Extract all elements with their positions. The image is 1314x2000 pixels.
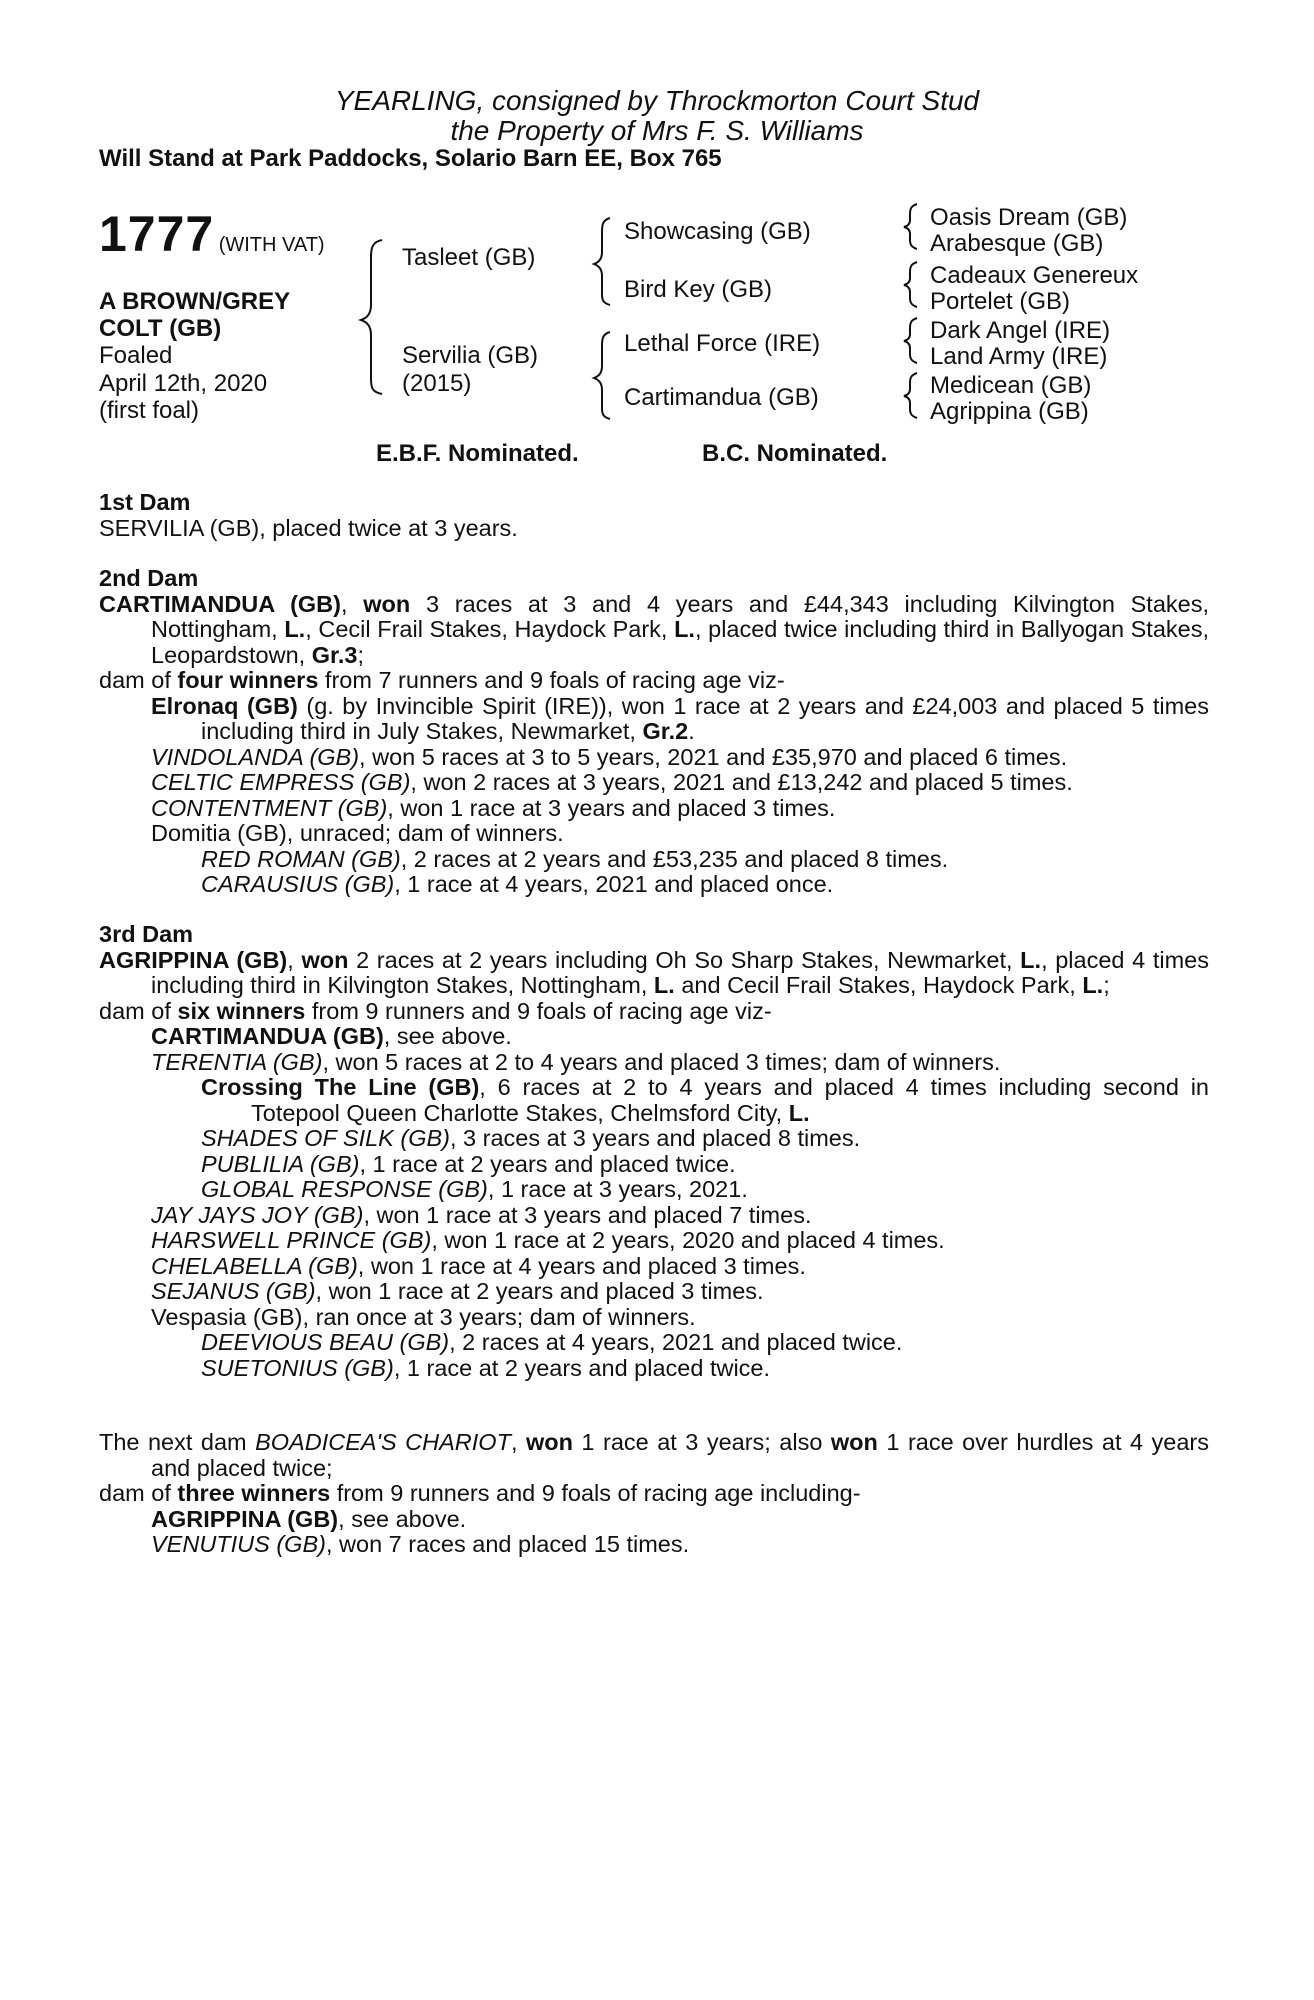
record-text: 1 race over hurdles at 4 years and placed twice; bbox=[151, 1429, 1210, 1481]
pedigree-dam: Servilia (GB) bbox=[402, 342, 539, 369]
won-label: won bbox=[363, 590, 411, 617]
record-text: , placed twice including third in Ballyogan Stakes, Leopardstown, bbox=[151, 616, 1210, 668]
record-text: and Cecil Frail Stakes, Haydock Park, bbox=[674, 972, 1083, 998]
record-text: 1 race at 3 years; also bbox=[572, 1429, 831, 1455]
horse-name: Crossing The Line (GB) bbox=[201, 1074, 480, 1100]
horse-record: , won 1 race at 2 years and placed 3 times. bbox=[315, 1278, 764, 1304]
third-dam-name: AGRIPPINA (GB) bbox=[99, 946, 288, 973]
record-text: ; bbox=[1103, 972, 1110, 998]
group-label: Gr.3 bbox=[311, 641, 358, 668]
second-dam-heading: 2nd Dam bbox=[99, 565, 199, 591]
stand-location: Will Stand at Park Paddocks, Solario Barn EE, Box 765 bbox=[99, 145, 722, 172]
produce-entry bbox=[99, 1024, 1209, 1050]
horse-name: AGRIPPINA (GB) bbox=[151, 1505, 339, 1532]
horse-record: , see above. bbox=[338, 1505, 467, 1532]
horse-name: CHELABELLA (GB) bbox=[151, 1252, 358, 1279]
horse-name: VENUTIUS (GB) bbox=[151, 1531, 326, 1557]
horse-name: SHADES OF SILK (GB) bbox=[201, 1125, 450, 1151]
record-text: , Cecil Frail Stakes, Haydock Park, bbox=[305, 616, 675, 642]
produce-entry bbox=[99, 694, 1209, 745]
pedigree-sdd: Portelet (GB) bbox=[930, 288, 1071, 315]
listed-label: L. bbox=[1020, 946, 1042, 973]
horse-name: CONTENTMENT (GB) bbox=[151, 794, 388, 821]
second-dam-section bbox=[99, 566, 1209, 898]
pedigree-sire: Tasleet (GB) bbox=[402, 244, 536, 271]
produce-entry bbox=[99, 1279, 1209, 1305]
pedigree-sire-sire: Showcasing (GB) bbox=[624, 218, 811, 245]
record-text: The next dam bbox=[99, 1429, 256, 1455]
horse-name: DEEVIOUS BEAU (GB) bbox=[201, 1329, 450, 1355]
pedigree-sds: Cadeaux Genereux bbox=[930, 262, 1139, 289]
vat-note: (WITH VAT) bbox=[218, 234, 325, 256]
horse-name: RED ROMAN (GB) bbox=[201, 845, 401, 872]
next-dam-record bbox=[99, 1430, 1209, 1481]
dam-of-text: from 7 runners and 9 foals of racing age viz- bbox=[318, 667, 785, 693]
horse-record: , won 1 race at 3 years and placed 3 times. bbox=[387, 794, 836, 821]
first-dam-text: SERVILIA (GB), placed twice at 3 years. bbox=[99, 514, 518, 541]
pedigree-dsd: Land Army (IRE) bbox=[930, 343, 1108, 370]
first-dam-section bbox=[99, 490, 1209, 541]
horse-record: , 1 race at 2 years and placed twice. bbox=[393, 1354, 771, 1381]
record-text: ; bbox=[357, 641, 364, 668]
third-dam-produce-summary bbox=[99, 999, 1209, 1025]
produce-entry bbox=[99, 1075, 1209, 1126]
horse-record: , won 1 race at 2 years, 2020 and placed 4 times. bbox=[431, 1227, 945, 1253]
produce-entry bbox=[99, 770, 1209, 796]
third-dam-record: AGRIPPINA (GB), won 2 races at 2 years including Oh So Sharp Stakes, Newmarket, L., placed 4 times including third in Kilvington Stakes, Nottingham, L. and Cecil Frail Stakes, Haydock Park, L.; bbox=[99, 946, 1209, 998]
consignor-line: YEARLING, consigned by Throckmorton Court Stud bbox=[334, 85, 980, 116]
lot-description-2: COLT (GB) bbox=[99, 315, 222, 342]
dam-of-text: dam of bbox=[99, 997, 178, 1024]
pedigree-dds: Medicean (GB) bbox=[930, 372, 1092, 399]
third-dam-section bbox=[99, 922, 1209, 1381]
dam-of-text: from 9 runners and 9 foals of racing age including- bbox=[330, 1480, 861, 1506]
pedigree-dss: Dark Angel (IRE) bbox=[930, 317, 1111, 344]
horse-record: , 3 races at 3 years and placed 8 times. bbox=[450, 1125, 861, 1151]
horse-name: GLOBAL RESPONSE (GB) bbox=[201, 1176, 488, 1202]
listed-label: L. bbox=[1082, 972, 1104, 998]
second-dam-name: CARTIMANDUA (GB) bbox=[99, 590, 341, 617]
produce-entry bbox=[99, 1330, 1209, 1356]
horse-name: JAY JAYS JOY (GB) bbox=[151, 1201, 364, 1228]
horse-name: CARAUSIUS (GB) bbox=[201, 871, 395, 897]
horse-name: HARSWELL PRINCE (GB) bbox=[151, 1227, 432, 1253]
pedigree-sss: Oasis Dream (GB) bbox=[930, 204, 1128, 231]
listed-label: L. bbox=[788, 1099, 810, 1126]
dam-of-text: dam of bbox=[99, 667, 178, 693]
horse-record: (g. by Invincible Spirit (IRE)), won 1 race at 2 years and £24,003 and placed 5 times including third in July Stakes, Newmarket, bbox=[201, 692, 1209, 744]
produce-entry bbox=[99, 1050, 1209, 1076]
won-label: won bbox=[301, 946, 349, 973]
horse-name: TERENTIA (GB) bbox=[151, 1048, 323, 1075]
horse-name: VINDOLANDA (GB) bbox=[151, 743, 360, 770]
dam-of-text: from 9 runners and 9 foals of racing age viz- bbox=[305, 997, 772, 1024]
foal-note: (first foal) bbox=[99, 397, 200, 424]
won-label: won bbox=[830, 1429, 878, 1455]
first-dam-heading: 1st Dam bbox=[99, 489, 191, 515]
record-text: , bbox=[510, 1429, 526, 1455]
next-dam-name: BOADICEA'S CHARIOT bbox=[255, 1429, 511, 1455]
lot-description-1: A BROWN/GREY bbox=[99, 288, 291, 315]
owner-line: the Property of Mrs F. S. Williams bbox=[450, 115, 864, 146]
record-text: 3 races at 3 and 4 years and £44,343 including Kilvington Stakes, Nottingham, bbox=[151, 590, 1209, 642]
horse-name: SUETONIUS (GB) bbox=[201, 1354, 394, 1381]
listed-label: L. bbox=[284, 616, 306, 642]
produce-entry bbox=[99, 872, 1209, 898]
pedigree-sire-dam: Bird Key (GB) bbox=[624, 276, 773, 303]
ebf-nomination: E.B.F. Nominated. bbox=[376, 440, 579, 467]
horse-record: , see above. bbox=[383, 1023, 512, 1049]
horse-record: , 1 race at 3 years, 2021. bbox=[487, 1176, 748, 1202]
pedigree-dam-dam: Cartimandua (GB) bbox=[624, 384, 819, 411]
produce-entry bbox=[99, 745, 1209, 771]
second-dam-produce-summary bbox=[99, 668, 1209, 694]
horse-name: PUBLILIA (GB) bbox=[201, 1150, 360, 1177]
produce-entry: Vespasia (GB), ran once at 3 years; dam of winners. bbox=[151, 1303, 696, 1330]
horse-record: , 2 races at 4 years, 2021 and placed twice. bbox=[449, 1329, 903, 1355]
horse-name: CARTIMANDUA (GB) bbox=[151, 1023, 384, 1049]
produce-entry bbox=[99, 1507, 1209, 1533]
foaling-date: April 12th, 2020 bbox=[99, 370, 268, 397]
record-text: , placed 4 times including third in Kilvington Stakes, Nottingham, bbox=[151, 946, 1209, 998]
horse-record: , 1 race at 2 years and placed twice. bbox=[359, 1150, 736, 1177]
winners-count: six winners bbox=[177, 997, 306, 1024]
horse-name: Elronaq (GB) bbox=[151, 692, 298, 719]
produce-entry bbox=[99, 796, 1209, 822]
won-label: won bbox=[525, 1429, 573, 1455]
produce-entry bbox=[99, 1177, 1209, 1203]
next-dam-section bbox=[99, 1430, 1209, 1558]
second-dam-record: CARTIMANDUA (GB), won 3 races at 3 and 4 years and £44,343 including Kilvington Stakes, Nottingham, L., Cecil Frail Stakes, Haydock Park, L., placed twice including third in Ballyogan Stakes, Leopardstown, Gr.3; bbox=[99, 590, 1210, 668]
horse-record: , won 2 races at 3 years, 2021 and £13,242 and placed 5 times. bbox=[410, 769, 1073, 795]
lot-number: 1777 bbox=[99, 206, 215, 262]
foaled-label: Foaled bbox=[99, 342, 173, 369]
third-dam-heading: 3rd Dam bbox=[99, 921, 194, 947]
record-text: 2 races at 2 years including Oh So Sharp Stakes, Newmarket, bbox=[348, 946, 1021, 973]
produce-entry: Domitia (GB), unraced; dam of winners. bbox=[151, 820, 564, 846]
listed-label: L. bbox=[674, 616, 695, 642]
pedigree-ssd: Arabesque (GB) bbox=[930, 230, 1104, 257]
produce-entry bbox=[99, 1203, 1209, 1229]
horse-name: CELTIC EMPRESS (GB) bbox=[151, 769, 411, 795]
horse-record: , won 5 races at 3 to 5 years, 2021 and £35,970 and placed 6 times. bbox=[359, 743, 1068, 770]
produce-entry bbox=[99, 1126, 1209, 1152]
produce-entry bbox=[99, 847, 1209, 873]
horse-name: SEJANUS (GB) bbox=[151, 1278, 316, 1304]
pedigree-dam-sire: Lethal Force (IRE) bbox=[624, 330, 821, 357]
winners-count: four winners bbox=[177, 667, 319, 693]
horse-record: , won 5 races at 2 to 4 years and placed 3 times; dam of winners. bbox=[322, 1048, 1001, 1075]
horse-record: . bbox=[688, 718, 695, 744]
horse-record: , won 1 race at 3 years and placed 7 times. bbox=[363, 1201, 812, 1228]
produce-entry bbox=[99, 1228, 1209, 1254]
horse-record: , won 7 races and placed 15 times. bbox=[325, 1531, 690, 1557]
horse-record: , won 1 race at 4 years and placed 3 times. bbox=[357, 1252, 806, 1279]
pedigree-dam-year: (2015) bbox=[402, 370, 472, 397]
bc-nomination: B.C. Nominated. bbox=[702, 440, 888, 467]
winners-count: three winners bbox=[177, 1480, 331, 1506]
produce-entry bbox=[99, 1152, 1209, 1178]
produce-entry bbox=[99, 1254, 1209, 1280]
produce-entry bbox=[99, 1356, 1209, 1382]
horse-record: , 1 race at 4 years, 2021 and placed once. bbox=[394, 871, 834, 897]
horse-record: , 6 races at 2 to 4 years and placed 4 times including second in Totepool Queen Charlotte Stakes, Chelmsford City, bbox=[251, 1074, 1209, 1126]
group-label: Gr.2 bbox=[642, 718, 689, 744]
pedigree-ddd: Agrippina (GB) bbox=[930, 398, 1089, 425]
produce-entry bbox=[99, 1532, 1209, 1558]
listed-label: L. bbox=[653, 972, 675, 998]
dam-of-text: dam of bbox=[99, 1480, 178, 1506]
horse-record: , 2 races at 2 years and £53,235 and placed 8 times. bbox=[400, 845, 949, 872]
next-dam-produce-summary bbox=[99, 1481, 1209, 1507]
